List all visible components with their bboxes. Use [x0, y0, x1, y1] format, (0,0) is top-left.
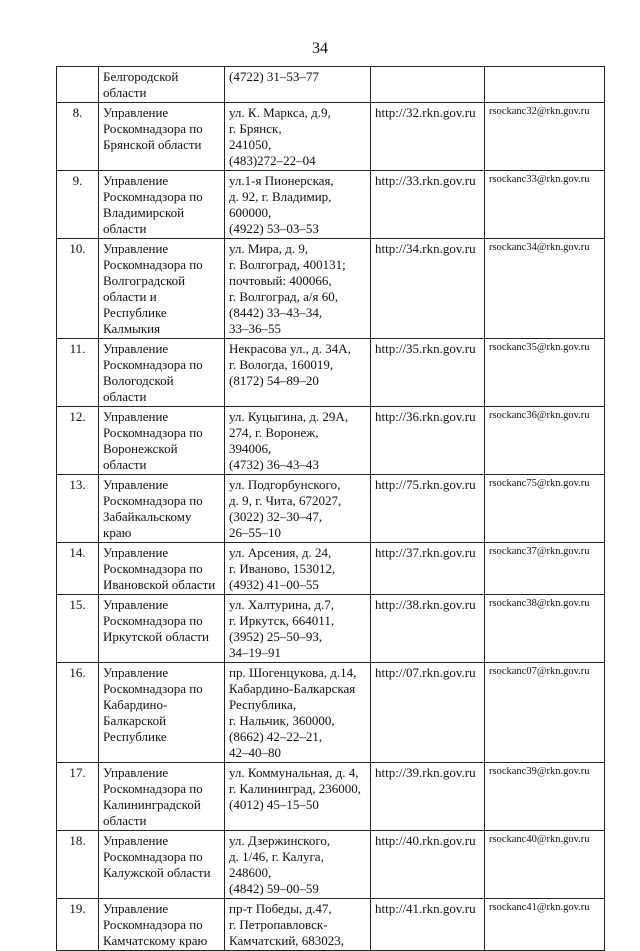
office-address-line: г. Иркутск, 664011, — [229, 613, 335, 628]
table-row — [57, 831, 605, 899]
table-row — [57, 899, 605, 951]
office-address-line: (4012) 45–15–50 — [229, 797, 319, 812]
office-address-line: Республика, — [229, 697, 297, 712]
office-name-line: Управление — [103, 665, 169, 680]
office-name-line: Роскомнадзора по — [103, 189, 203, 204]
office-name-line: Республике — [103, 729, 167, 744]
office-name-line: Иркутской области — [103, 629, 209, 644]
office-address-line: 248600, — [229, 865, 272, 880]
office-address-line: г. Брянск, — [229, 121, 282, 136]
row-number: 8. — [57, 103, 99, 171]
office-name-line: Управление — [103, 477, 169, 492]
row-number: 12. — [57, 407, 99, 475]
office-name — [99, 543, 225, 595]
office-address-line: (8442) 33–43–34, — [229, 305, 323, 320]
office-name-line: Управление — [103, 765, 169, 780]
office-address-line: г. Вологда, 160019, — [229, 357, 334, 372]
table-row — [57, 339, 605, 407]
website-link[interactable]: http://39.rkn.gov.ru — [371, 763, 485, 831]
office-address-line: (3952) 25–50–93, — [229, 629, 323, 644]
office-address-line: пр. Шогенцукова, д.14, — [229, 665, 357, 680]
office-name — [99, 831, 225, 899]
office-address-line: 241050, — [229, 137, 272, 152]
office-address-line: г. Петропавловск- — [229, 917, 328, 932]
email-link[interactable]: rsockanc33@rkn.gov.ru — [485, 171, 605, 239]
email-link[interactable]: rsockanc40@rkn.gov.ru — [485, 831, 605, 899]
row-number: 19. — [57, 899, 99, 951]
office-name-line: Роскомнадзора по — [103, 613, 203, 628]
office-address-line: г. Волгоград, а/я 60, — [229, 289, 338, 304]
office-address-line: г. Иваново, 153012, — [229, 561, 336, 576]
office-name — [99, 899, 225, 951]
office-name-line: Республике — [103, 305, 167, 320]
row-number: 16. — [57, 663, 99, 763]
office-address-line: г. Волгоград, 400131; — [229, 257, 346, 272]
table-row — [57, 67, 605, 103]
office-name-line: Роскомнадзора по — [103, 425, 203, 440]
registry-table — [56, 66, 605, 951]
office-address — [225, 543, 371, 595]
office-name-line: Брянской области — [103, 137, 202, 152]
office-address-line: г. Калининград, 236000, — [229, 781, 362, 796]
table-row — [57, 595, 605, 663]
website-link[interactable]: http://41.rkn.gov.ru — [371, 899, 485, 951]
office-address — [225, 171, 371, 239]
office-address-line: (4932) 41–00–55 — [229, 577, 319, 592]
office-address-line: (4922) 53–03–53 — [229, 221, 319, 236]
office-address-line: ул. Дзержинского, — [229, 833, 331, 848]
office-address-line: г. Нальчик, 360000, — [229, 713, 335, 728]
email-link[interactable]: rsockanc38@rkn.gov.ru — [485, 595, 605, 663]
office-name-line: Роскомнадзора по — [103, 121, 203, 136]
email-link[interactable] — [485, 67, 605, 103]
email-link[interactable]: rsockanc39@rkn.gov.ru — [485, 763, 605, 831]
office-address — [225, 239, 371, 339]
website-link[interactable]: http://33.rkn.gov.ru — [371, 171, 485, 239]
office-address — [225, 103, 371, 171]
office-name-line: области — [103, 85, 147, 100]
row-number: 15. — [57, 595, 99, 663]
office-name-line: Белгородской — [103, 69, 179, 84]
website-link[interactable]: http://40.rkn.gov.ru — [371, 831, 485, 899]
row-number — [57, 67, 99, 103]
office-name — [99, 103, 225, 171]
row-number: 10. — [57, 239, 99, 339]
table-row — [57, 103, 605, 171]
office-name-line: Управление — [103, 173, 169, 188]
table-row — [57, 171, 605, 239]
office-address-line: (4722) 31–53–77 — [229, 69, 319, 84]
email-link[interactable]: rsockanc35@rkn.gov.ru — [485, 339, 605, 407]
office-address-line: ул. К. Маркса, д.9, — [229, 105, 331, 120]
office-name-line: Калмыкия — [103, 321, 161, 336]
table-row — [57, 475, 605, 543]
email-link[interactable]: rsockanc32@rkn.gov.ru — [485, 103, 605, 171]
office-name-line: области — [103, 389, 147, 404]
office-address — [225, 663, 371, 763]
office-name-line: Роскомнадзора по — [103, 493, 203, 508]
page-number: 34 — [312, 40, 328, 57]
office-name — [99, 171, 225, 239]
office-name-line: Камчатскому краю — [103, 933, 208, 948]
office-name-line: Роскомнадзора по — [103, 257, 203, 272]
office-address — [225, 67, 371, 103]
office-name-line: Балкарской — [103, 713, 167, 728]
office-name-line: Управление — [103, 105, 169, 120]
office-name-line: Роскомнадзора по — [103, 561, 203, 576]
office-address-line: ул. Куцыгина, д. 29А, — [229, 409, 349, 424]
office-address-line: Некрасова ул., д. 34А, — [229, 341, 351, 356]
office-name-line: Управление — [103, 545, 169, 560]
website-link[interactable]: http://34.rkn.gov.ru — [371, 239, 485, 339]
office-name-line: Роскомнадзора по — [103, 357, 203, 372]
office-name-line: Роскомнадзора по — [103, 917, 203, 932]
row-number: 11. — [57, 339, 99, 407]
office-name-line: Забайкальскому — [103, 509, 192, 524]
office-address — [225, 339, 371, 407]
office-address-line: (8172) 54–89–20 — [229, 373, 319, 388]
office-address-line: 33–36–55 — [229, 321, 281, 336]
email-link[interactable]: rsockanc75@rkn.gov.ru — [485, 475, 605, 543]
office-address-line: ул. Коммунальная, д. 4, — [229, 765, 359, 780]
website-link[interactable]: http://07.rkn.gov.ru — [371, 663, 485, 763]
office-name-line: Владимирской — [103, 205, 185, 220]
office-name-line: Роскомнадзора по — [103, 781, 203, 796]
office-address-line: 600000, — [229, 205, 272, 220]
office-address-line: 34–19–91 — [229, 645, 281, 660]
table-row — [57, 763, 605, 831]
table-row — [57, 663, 605, 763]
row-number: 17. — [57, 763, 99, 831]
office-name — [99, 663, 225, 763]
website-link[interactable]: http://75.rkn.gov.ru — [371, 475, 485, 543]
website-link[interactable]: http://38.rkn.gov.ru — [371, 595, 485, 663]
office-name-line: Управление — [103, 901, 169, 916]
office-address-line: д. 9, г. Чита, 672027, — [229, 493, 342, 508]
office-address — [225, 831, 371, 899]
office-address-line: Кабардино-Балкарская — [229, 681, 356, 696]
office-name — [99, 239, 225, 339]
office-address-line: (4732) 36–43–43 — [229, 457, 319, 472]
office-address-line: пр-т Победы, д.47, — [229, 901, 332, 916]
office-name-line: Роскомнадзора по — [103, 681, 203, 696]
row-number: 9. — [57, 171, 99, 239]
office-name-line: Ивановской области — [103, 577, 216, 592]
office-name — [99, 595, 225, 663]
office-address-line: д. 92, г. Владимир, — [229, 189, 332, 204]
office-name-line: Роскомнадзора по — [103, 849, 203, 864]
office-address-line: ул. Арсения, д. 24, — [229, 545, 332, 560]
office-address — [225, 899, 371, 951]
office-address-line: Камчатский, 683023, — [229, 933, 345, 948]
office-address-line: ул. Подгорбунского, — [229, 477, 341, 492]
website-link[interactable] — [371, 67, 485, 103]
office-name-line: Управление — [103, 341, 169, 356]
registry-table-body — [57, 67, 605, 951]
office-name-line: Управление — [103, 833, 169, 848]
office-name-line: области — [103, 813, 147, 828]
table-row — [57, 543, 605, 595]
email-link[interactable]: rsockanc37@rkn.gov.ru — [485, 543, 605, 595]
office-name-line: Калининградской — [103, 797, 201, 812]
office-name — [99, 763, 225, 831]
office-name — [99, 475, 225, 543]
email-link[interactable]: rsockanc36@rkn.gov.ru — [485, 407, 605, 475]
website-link[interactable]: http://36.rkn.gov.ru — [371, 407, 485, 475]
website-link[interactable]: http://32.rkn.gov.ru — [371, 103, 485, 171]
office-address-line: ул. Халтурина, д.7, — [229, 597, 334, 612]
office-address-line: 26–55–10 — [229, 525, 281, 540]
email-link[interactable]: rsockanc07@rkn.gov.ru — [485, 663, 605, 763]
office-address-line: ул. Мира, д. 9, — [229, 241, 309, 256]
office-name-line: Воронежской — [103, 441, 178, 456]
office-address-line: 394006, — [229, 441, 272, 456]
office-address-line: почтовый: 400066, — [229, 273, 332, 288]
office-address — [225, 595, 371, 663]
office-name — [99, 339, 225, 407]
office-name-line: Управление — [103, 241, 169, 256]
office-name-line: краю — [103, 525, 132, 540]
office-address-line: (3022) 32–30–47, — [229, 509, 323, 524]
office-name — [99, 407, 225, 475]
office-address-line: д. 1/46, г. Калуга, — [229, 849, 324, 864]
office-address-line: ул.1-я Пионерская, — [229, 173, 334, 188]
office-name-line: Калужской области — [103, 865, 211, 880]
office-address-line: (483)272–22–04 — [229, 153, 316, 168]
office-name-line: Управление — [103, 409, 169, 424]
office-name-line: области — [103, 457, 147, 472]
office-name-line: области — [103, 221, 147, 236]
email-link[interactable]: rsockanc34@rkn.gov.ru — [485, 239, 605, 339]
row-number: 13. — [57, 475, 99, 543]
office-address-line: 42–40–80 — [229, 745, 281, 760]
office-name-line: Управление — [103, 597, 169, 612]
office-name-line: Волгоградской — [103, 273, 186, 288]
office-name — [99, 67, 225, 103]
row-number: 18. — [57, 831, 99, 899]
office-name-line: области и — [103, 289, 157, 304]
office-address-line: (8662) 42–22–21, — [229, 729, 323, 744]
office-address — [225, 763, 371, 831]
email-link[interactable]: rsockanc41@rkn.gov.ru — [485, 899, 605, 951]
table-row — [57, 407, 605, 475]
office-address — [225, 407, 371, 475]
office-address — [225, 475, 371, 543]
office-name-line: Кабардино- — [103, 697, 168, 712]
website-link[interactable]: http://35.rkn.gov.ru — [371, 339, 485, 407]
office-name-line: Вологодской — [103, 373, 174, 388]
office-address-line: 274, г. Воронеж, — [229, 425, 319, 440]
row-number: 14. — [57, 543, 99, 595]
table-row — [57, 239, 605, 339]
office-address-line: (4842) 59–00–59 — [229, 881, 319, 896]
website-link[interactable]: http://37.rkn.gov.ru — [371, 543, 485, 595]
